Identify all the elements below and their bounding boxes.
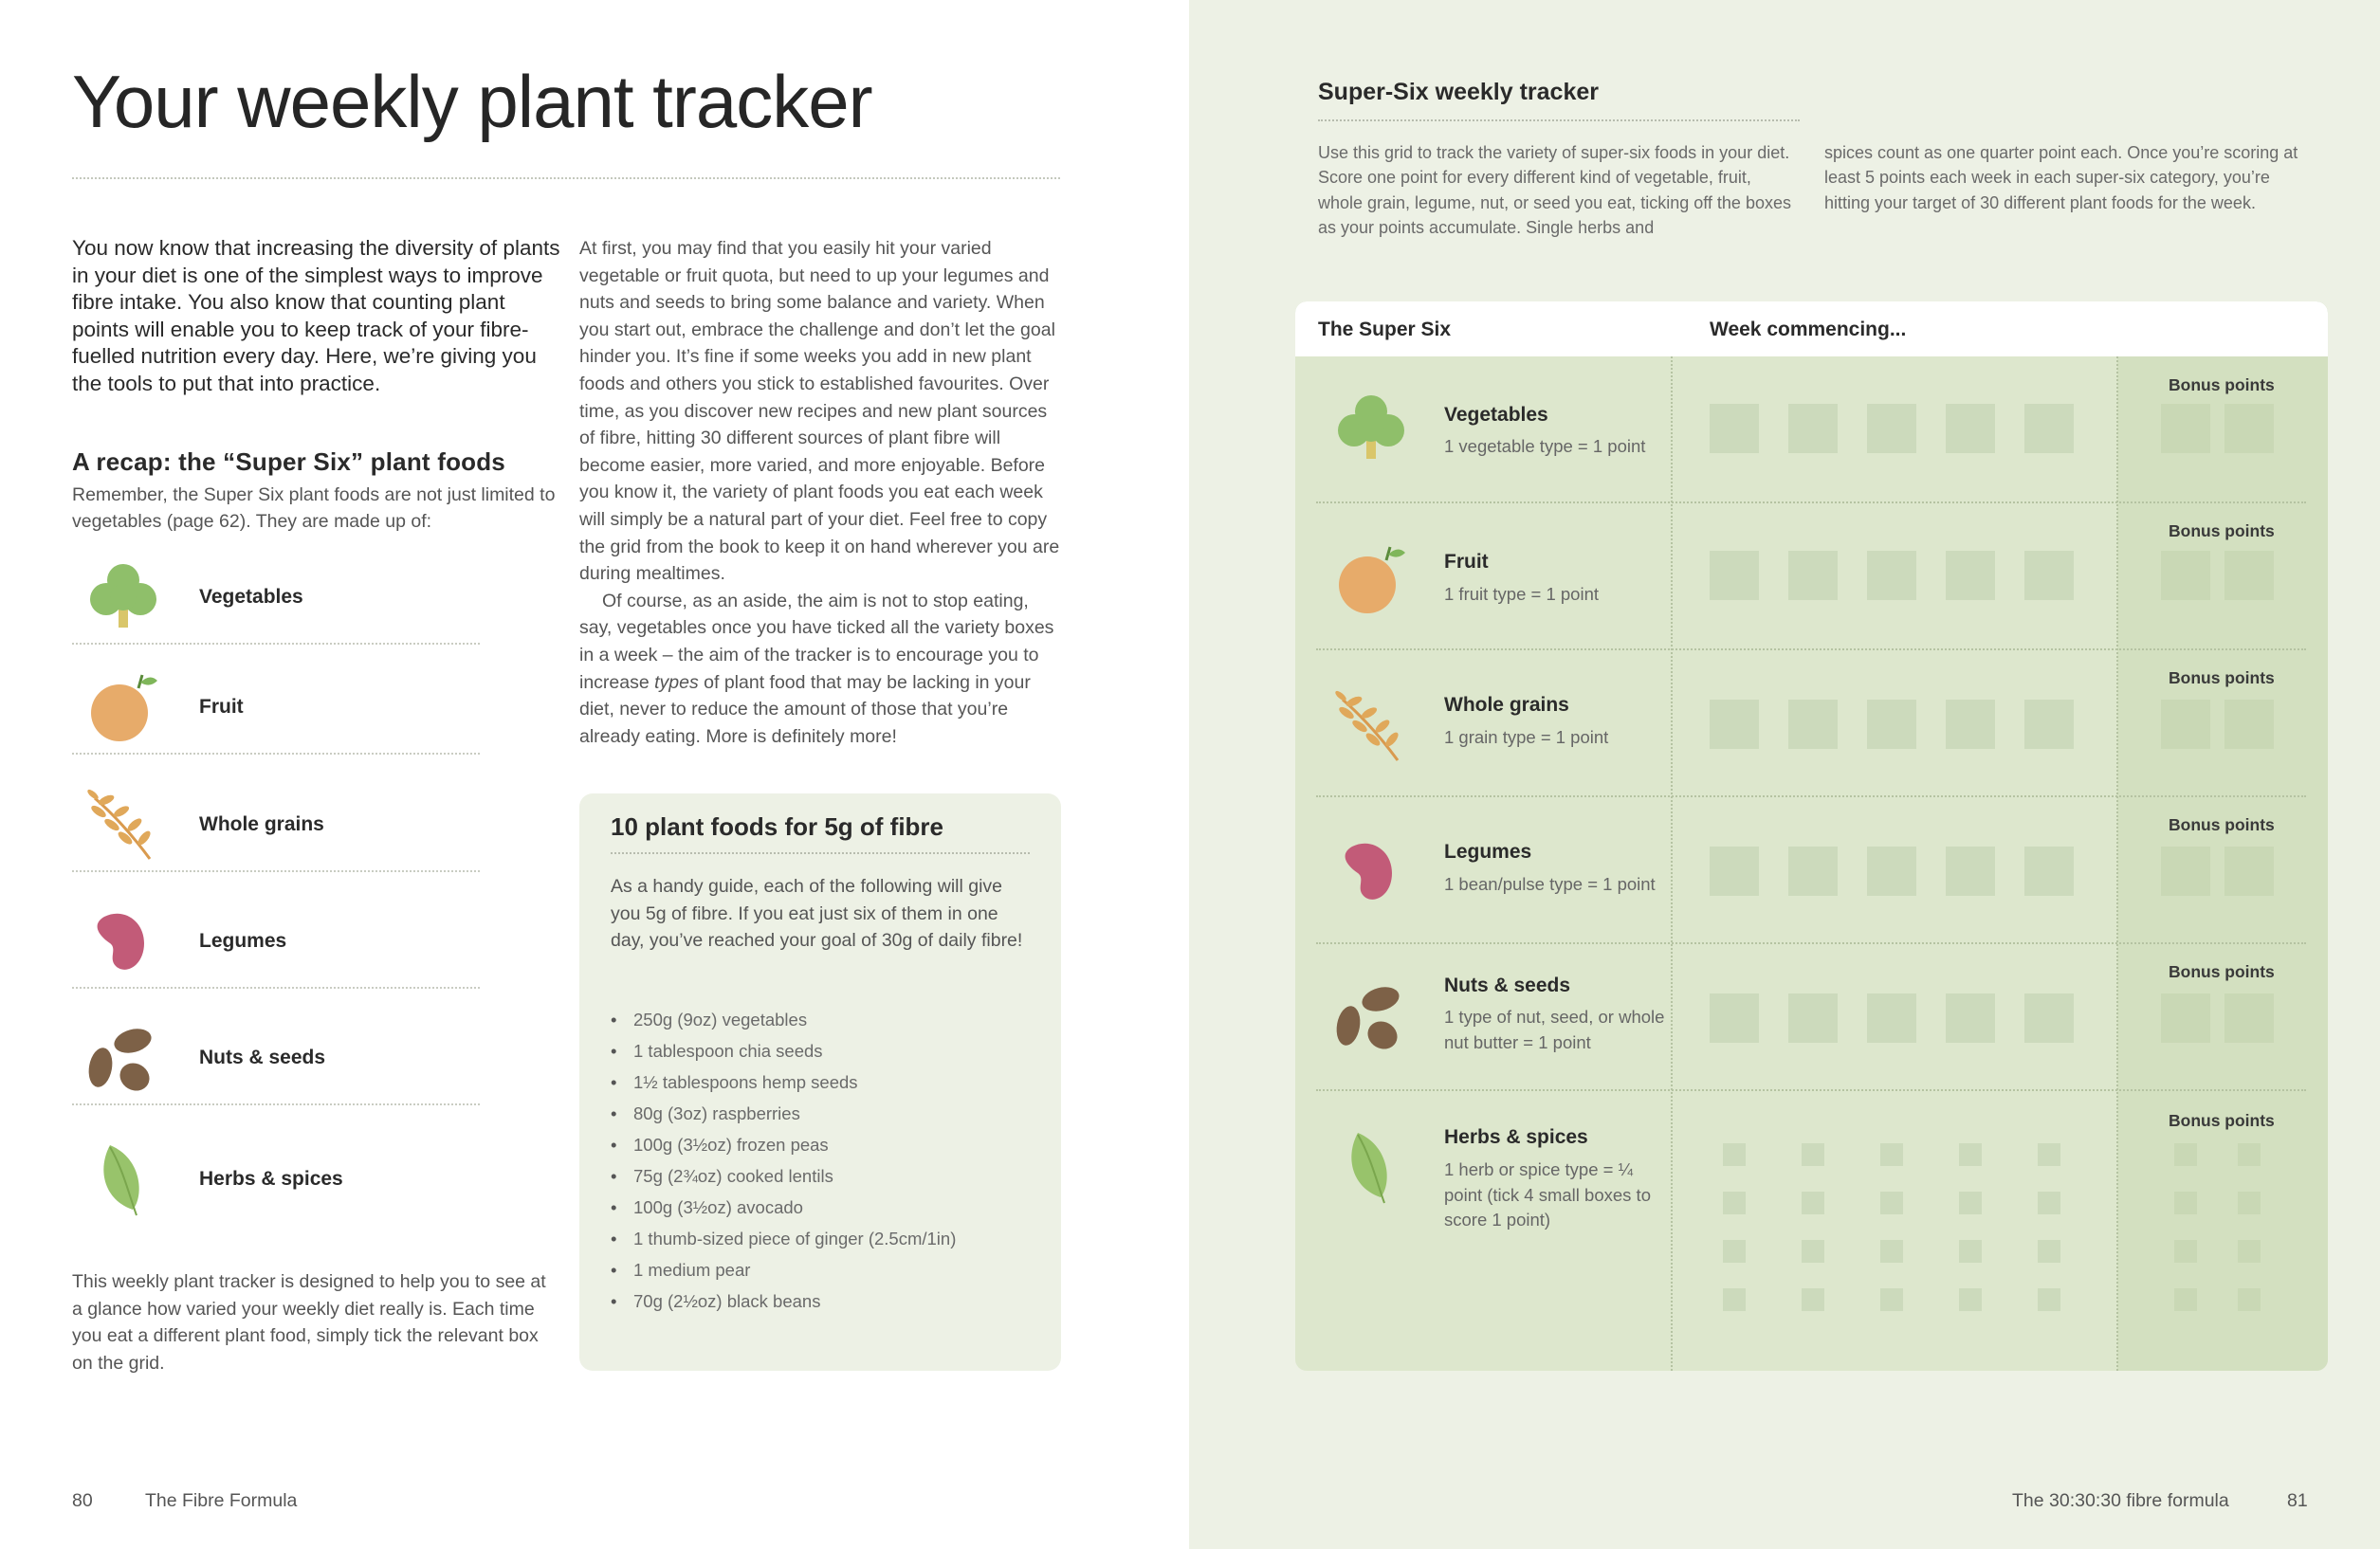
bonus-quarter-tick-box[interactable]	[2238, 1192, 2261, 1214]
tick-box[interactable]	[1867, 993, 1916, 1043]
wheat-icon	[1333, 688, 1409, 764]
food-label: Fruit	[199, 696, 244, 718]
tick-box[interactable]	[1946, 700, 1995, 749]
fibre-foods-list	[611, 1004, 1047, 1317]
bonus-quarter-tick-box[interactable]	[2174, 1240, 2197, 1263]
tracker-row-herbs-spices	[1295, 1091, 2328, 1371]
heading-divider	[1318, 119, 1800, 121]
body-paragraph-1: At first, you may find that you easily hit your varied vegetable or fruit quota, but need to up your legumes and nuts and seeds to bring some balance and variety. When you start out, embrace the challenge and don’t let the goal hinder you. It’s fine if some weeks you add in new plant foods and others you stick to established favourites. Over time, as you discover new recipes and new plant sources of fibre, hitting 30 different sources of plant fibre will become easier, more varied, and more enjoyable. Before you know it, the variety of plant foods you eat each week will simply be a natural part of your diet. Feel free to copy the grid from the book to keep it on hand wherever you are during mealtimes.	[579, 238, 1060, 585]
seeds-icon	[1333, 978, 1409, 1054]
bonus-quarter-tick-box[interactable]	[2174, 1143, 2197, 1166]
bonus-quarter-tick-box[interactable]	[2238, 1288, 2261, 1311]
row-description: 1 bean/pulse type = 1 point	[1444, 874, 1656, 894]
tick-box[interactable]	[2024, 404, 2074, 453]
food-item-vegetables	[72, 550, 480, 645]
food-item-nuts-seeds	[72, 1011, 480, 1105]
quarter-tick-box[interactable]	[2038, 1143, 2060, 1166]
tracker-row-nuts-seeds	[1295, 944, 2328, 1091]
body-column	[579, 235, 1061, 750]
quarter-tick-box[interactable]	[1802, 1143, 1824, 1166]
tracker-row-whole-grains	[1295, 650, 2328, 797]
quarter-tick-box[interactable]	[1802, 1288, 1824, 1311]
running-title-right: The 30:30:30 fibre formula	[2012, 1490, 2229, 1511]
tracker-grid	[1295, 301, 2328, 1371]
fibre-sidebar-box	[579, 793, 1061, 1371]
bonus-quarter-tick-box[interactable]	[2238, 1143, 2261, 1166]
quarter-tick-box[interactable]	[1723, 1240, 1746, 1263]
bonus-tick-box[interactable]	[2161, 847, 2210, 896]
tick-box[interactable]	[2024, 551, 2074, 600]
outro-paragraph: This weekly plant tracker is designed to help you to see at a glance how varied your weekly diet really is. Each time you eat a different plant food, simply tick the relevant box on the grid.	[72, 1271, 546, 1374]
right-page	[1189, 0, 2380, 1549]
title-divider	[72, 177, 1060, 179]
tracker-row-vegetables	[1295, 356, 2328, 503]
quarter-tick-box[interactable]	[1723, 1288, 1746, 1311]
row-name: Nuts & seeds	[1444, 975, 1571, 996]
tick-box[interactable]	[2024, 993, 2074, 1043]
list-item: • 80g (3oz) raspberries	[611, 1098, 1047, 1129]
seeds-icon	[85, 1020, 161, 1096]
broccoli-icon	[85, 559, 161, 635]
tick-box[interactable]	[1788, 700, 1838, 749]
bonus-label: Bonus points	[2169, 815, 2275, 834]
tick-box[interactable]	[1788, 404, 1838, 453]
quarter-tick-box[interactable]	[2038, 1192, 2060, 1214]
bonus-label: Bonus points	[2169, 521, 2275, 540]
bonus-label: Bonus points	[2169, 1111, 2275, 1130]
quarter-tick-box[interactable]	[1959, 1240, 1982, 1263]
bonus-tick-box[interactable]	[2224, 847, 2274, 896]
leaf-icon	[85, 1141, 161, 1217]
tick-box[interactable]	[1710, 551, 1759, 600]
tick-box[interactable]	[1710, 404, 1759, 453]
divider	[72, 870, 480, 872]
list-item: • 70g (2½oz) black beans	[611, 1285, 1047, 1317]
sidebar-title: 10 plant foods for 5g of fibre	[611, 812, 944, 841]
tick-box[interactable]	[1867, 551, 1916, 600]
bonus-tick-box[interactable]	[2161, 404, 2210, 453]
running-title-left: The Fibre Formula	[145, 1490, 298, 1511]
tracker-header	[1295, 301, 2328, 356]
row-description: 1 type of nut, seed, or whole nut butter = 1 point	[1444, 1007, 1665, 1052]
bonus-tick-box[interactable]	[2161, 551, 2210, 600]
tracker-instructions-col2: spices count as one quarter point each. Once you’re scoring at least 5 points each week in each super-six category, you’re hitting your target of 30 different plant foods for the week.	[1824, 143, 2298, 212]
tick-box[interactable]	[1867, 404, 1916, 453]
intro-paragraph: You now know that increasing the diversity of plants in your diet is one of the simplest ways to improve fibre intake. You also know that counting plant points will enable you to keep track of your fibre-fuelled nutrition every day. Here, we’re giving you the tools to put that into practice.	[72, 236, 560, 395]
row-description: 1 fruit type = 1 point	[1444, 584, 1600, 604]
tick-box[interactable]	[1710, 993, 1759, 1043]
tick-box[interactable]	[1867, 700, 1916, 749]
tracker-body	[1295, 301, 2328, 1371]
quarter-tick-box[interactable]	[1802, 1240, 1824, 1263]
quarter-tick-box[interactable]	[1959, 1192, 1982, 1214]
food-label: Legumes	[199, 930, 287, 952]
list-item: • 75g (2¾oz) cooked lentils	[611, 1160, 1047, 1192]
tick-box[interactable]	[1946, 551, 1995, 600]
quarter-tick-box[interactable]	[2038, 1240, 2060, 1263]
list-item: • 100g (3½oz) frozen peas	[611, 1129, 1047, 1160]
quarter-tick-box[interactable]	[1723, 1192, 1746, 1214]
food-label: Herbs & spices	[199, 1168, 343, 1190]
bonus-quarter-tick-box[interactable]	[2174, 1288, 2197, 1311]
tracker-row-legumes	[1295, 797, 2328, 944]
bonus-quarter-tick-box[interactable]	[2238, 1240, 2261, 1263]
food-label: Nuts & seeds	[199, 1047, 326, 1068]
bonus-quarter-tick-box[interactable]	[2174, 1192, 2197, 1214]
bonus-tick-box[interactable]	[2224, 993, 2274, 1043]
food-label: Vegetables	[199, 586, 303, 608]
row-name: Whole grains	[1444, 694, 1569, 716]
row-name: Fruit	[1444, 551, 1489, 573]
list-item: • 1 tablespoon chia seeds	[611, 1035, 1047, 1066]
row-name: Vegetables	[1444, 404, 1548, 426]
divider	[72, 753, 480, 755]
page-number-left: 80	[72, 1490, 93, 1511]
food-label: Whole grains	[199, 813, 324, 835]
tick-box[interactable]	[1946, 993, 1995, 1043]
page-title: Your weekly plant tracker	[72, 60, 872, 143]
recap-heading: A recap: the “Super Six” plant foods	[72, 447, 505, 476]
page-number-right: 81	[2287, 1490, 2308, 1511]
list-item: • 1 thumb-sized piece of ginger (2.5cm/1in)	[611, 1223, 1047, 1254]
row-name: Herbs & spices	[1444, 1126, 1588, 1148]
quarter-tick-box[interactable]	[1880, 1192, 1903, 1214]
tick-box[interactable]	[1867, 847, 1916, 896]
broccoli-icon	[1333, 391, 1409, 466]
divider	[72, 1103, 480, 1105]
divider	[72, 643, 480, 645]
food-item-fruit	[72, 660, 480, 755]
list-item: • 1 medium pear	[611, 1254, 1047, 1285]
quarter-tick-box[interactable]	[1880, 1143, 1903, 1166]
list-item: • 100g (3½oz) avocado	[611, 1192, 1047, 1223]
food-item-herbs-spices	[72, 1132, 480, 1227]
list-item: • 250g (9oz) vegetables	[611, 1004, 1047, 1035]
tick-box[interactable]	[1710, 700, 1759, 749]
recap-subtext: Remember, the Super Six plant foods are not just limited to vegetables (page 62). They are made up of:	[72, 484, 556, 532]
bonus-tick-box[interactable]	[2224, 551, 2274, 600]
quarter-tick-box[interactable]	[1802, 1192, 1824, 1214]
tick-box[interactable]	[1946, 404, 1995, 453]
tick-box[interactable]	[1946, 847, 1995, 896]
row-description: 1 herb or spice type = ¼ point (tick 4 small boxes to score 1 point)	[1444, 1159, 1651, 1230]
body-text: Of course, as an aside, the aim is not to stop eating, say, vegetables once you have ticked all the variety boxes in a week – the aim of the tracker is to encourage you to increase	[579, 590, 1054, 693]
tick-box[interactable]	[1788, 551, 1838, 600]
bean-icon	[85, 903, 161, 979]
food-item-legumes	[72, 894, 480, 989]
body-paragraph-2	[579, 588, 1061, 751]
tick-box[interactable]	[1788, 847, 1838, 896]
tick-box[interactable]	[1710, 847, 1759, 896]
bonus-label: Bonus points	[2169, 962, 2275, 981]
orange-icon	[1333, 541, 1409, 617]
bonus-tick-box[interactable]	[2161, 993, 2210, 1043]
quarter-tick-box[interactable]	[1723, 1143, 1746, 1166]
row-description: 1 vegetable type = 1 point	[1444, 436, 1646, 456]
quarter-tick-box[interactable]	[2038, 1288, 2060, 1311]
quarter-tick-box[interactable]	[1959, 1143, 1982, 1166]
emphasis-text: types	[654, 671, 699, 693]
quarter-tick-box[interactable]	[1959, 1288, 1982, 1311]
bonus-label: Bonus points	[2169, 375, 2275, 394]
quarter-tick-box[interactable]	[1880, 1240, 1903, 1263]
tick-box[interactable]	[1788, 993, 1838, 1043]
tracker-row-fruit	[1295, 503, 2328, 650]
row-name: Legumes	[1444, 841, 1532, 863]
tick-box[interactable]	[2024, 700, 2074, 749]
list-item: • 1½ tablespoons hemp seeds	[611, 1066, 1047, 1098]
sidebar-divider	[611, 852, 1030, 854]
left-page	[0, 0, 1189, 1549]
column-header-week[interactable]: Week commencing...	[1710, 319, 1907, 340]
bonus-tick-box[interactable]	[2224, 700, 2274, 749]
divider	[72, 987, 480, 989]
leaf-icon	[1333, 1129, 1409, 1205]
sidebar-intro: As a handy guide, each of the following will give you 5g of fibre. If you eat just six of them in one day, you’ve reached your goal of 30g of daily fibre!	[611, 876, 1023, 951]
bean-icon	[1333, 833, 1409, 909]
row-description: 1 grain type = 1 point	[1444, 727, 1609, 747]
orange-icon	[85, 669, 161, 745]
bonus-tick-box[interactable]	[2161, 700, 2210, 749]
body-text: of plant food that may be lacking in your diet, never to reduce the amount of those that you’re already eating. More is definitely more!	[579, 671, 1031, 747]
food-item-whole-grains	[72, 777, 480, 872]
bonus-label: Bonus points	[2169, 668, 2275, 687]
tracker-heading: Super-Six weekly tracker	[1318, 79, 1599, 105]
bonus-tick-box[interactable]	[2224, 404, 2274, 453]
tick-box[interactable]	[2024, 847, 2074, 896]
tracker-instructions-col1: Use this grid to track the variety of super-six foods in your diet. Score one point for every different kind of vegetable, fruit, whole grain, legume, nut, or seed you eat, ticking off the boxes as your points accumulate. Single herbs and	[1318, 143, 1791, 237]
wheat-icon	[85, 787, 161, 863]
column-header-super-six: The Super Six	[1318, 319, 1452, 340]
quarter-tick-box[interactable]	[1880, 1288, 1903, 1311]
